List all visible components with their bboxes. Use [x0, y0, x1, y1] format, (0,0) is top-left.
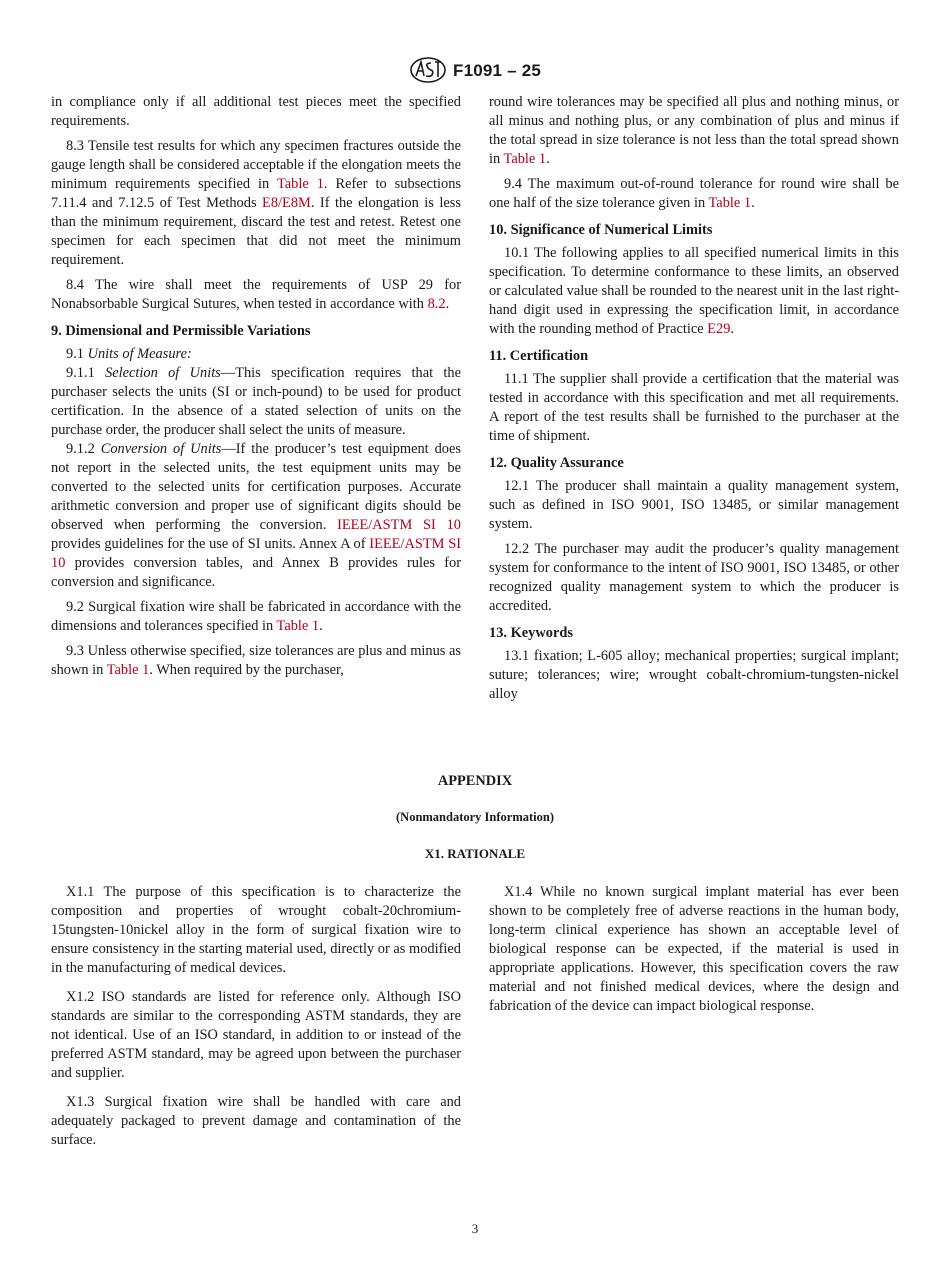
- page-number: 3: [471, 1221, 479, 1236]
- section-heading-9: 9. Dimensional and Permissible Variations: [51, 323, 311, 339]
- paragraph-9-4: 9.4 The maximum out-of-round tolerance for round wire shall be one half of the size tolerance given in Table 1.: [489, 176, 899, 211]
- paragraph-x1-3: X1.3 Surgical fixation wire shall be handled with care and adequately packaged to prevent damage and contamination of the surface.: [51, 1094, 461, 1148]
- link-ieee-astm-si-10[interactable]: IEEE/ASTM SI 10: [51, 536, 461, 571]
- appendix-subtitle: (Nonmandatory Information): [396, 810, 554, 824]
- right-column-appendix: [489, 883, 899, 1016]
- section-heading-13: 13. Keywords: [489, 625, 573, 641]
- paragraph-9-2: 9.2 Surgical fixation wire shall be fabricated in accordance with the dimensions and tolerances specified in Table 1.: [51, 599, 461, 634]
- paragraph-x1-1: X1.1 The purpose of this specification is to characterize the composition and properties of wrought cobalt-20chromium-15tungsten-10nickel alloy in the form of surgical fixation wire to ensure consistency in the starting material used, directly or as modified in the manufacturing of medical devices.: [51, 884, 461, 976]
- designation: F1091 – 25: [452, 60, 541, 80]
- paragraph-9-1: 9.1 Units of Measure:: [66, 346, 192, 362]
- link-table-1[interactable]: Table 1: [276, 618, 320, 634]
- link-table-1[interactable]: Table 1: [708, 195, 752, 211]
- paragraph-10-1: 10.1 The following applies to all specified numerical limits in this specification. To determine conformance to these limits, an observed or calculated value shall be rounded to the nearest unit in the last right-hand digit used in expressing the specification limit, in accordance with the rounding method of Practice E29.: [489, 245, 899, 337]
- paragraph-11-1: 11.1 The supplier shall provide a certification that the material was tested in accordance with this specification and met all requirements. A report of the test results shall be furnished to the purchaser at the time of shipment.: [489, 371, 899, 444]
- link-table-1[interactable]: Table 1: [503, 151, 547, 167]
- page-header: [0, 56, 950, 84]
- paragraph-12-2: 12.2 The purchaser may audit the producer’s quality management system for conformance to the intent of ISO 9001, ISO 13485, or other recognized quality management system to which the producer is accredited.: [489, 541, 899, 614]
- paragraph-8-3: 8.3 Tensile test results for which any specimen fractures outside the gauge length shall be considered acceptable if the elongation meets the minimum requirements specified in Table 1. Refer to subsections 7.11.4 and 7.12.5 of Test Methods E8/E8M. If the elongation is less than the minimum requirement, discard the test and retest. Retest one specimen for each specimen that did not meet the minimum requirement.: [51, 138, 461, 268]
- paragraph-8-4: 8.4 The wire shall meet the requirements of USP 29 for Nonabsorbable Surgical Sutures, when tested in accordance with 8.2.: [51, 277, 461, 312]
- paragraph-9-1-2: 9.1.2 Conversion of Units—If the producer’s test equipment does not report in the selected units, the test equipment units may be converted to the selected units for certification purposes. Accurate arithmetic conversion and proper use of significant digits should be observed when performing the conversion. IEEE/ASTM SI 10 provides guidelines for the use of SI units. Annex A of IEEE/ASTM SI 10 provides conversion tables, and Annex B provides rules for conversion and significance.: [51, 441, 461, 590]
- paragraph-x1-4: X1.4 While no known surgical implant material has ever been shown to be completely free of adverse reactions in the human body, long-term clinical experience has shown an acceptable level of biological response can be expected, if the material is used in appropriate applications. However, this specification covers the raw material and not finished medical devices, where the design and fabrication of the device can impact biological response.: [489, 884, 899, 1014]
- paragraph-9-1-1: 9.1.1 Selection of Units—This specification requires that the purchaser selects the units (SI or inch-pound) to be used for product certification. In the absence of a stated selection of units on the purchase order, the producer shall select the units of measure.: [51, 365, 461, 438]
- link-table-1[interactable]: Table 1: [106, 662, 150, 678]
- left-column-top: [51, 93, 461, 680]
- link-e29[interactable]: E29: [707, 321, 731, 337]
- paragraph-continued: in compliance only if all additional test pieces meet the specified requirements.: [51, 94, 461, 129]
- paragraph-x1-2: X1.2 ISO standards are listed for reference only. Although ISO standards are similar to the corresponding ASTM standards, they are not identical. Use of an ISO standard, in addition to or instead of the preferred ASTM standard, may be agreed upon between the purchaser and supplier.: [51, 989, 461, 1081]
- astm-logo-icon: [409, 56, 447, 84]
- section-heading-11: 11. Certification: [489, 348, 589, 364]
- paragraph-13-1: 13.1 fixation; L-605 alloy; mechanical properties; surgical implant; suture; tolerances; wire; wrought cobalt-chromium-tungsten-nickel alloy: [489, 648, 899, 702]
- appendix-title: APPENDIX: [437, 773, 513, 789]
- link-ieee-astm-si-10[interactable]: IEEE/ASTM SI 10: [337, 517, 461, 533]
- link-8-2[interactable]: 8.2: [427, 296, 446, 312]
- link-e8-e8m[interactable]: E8/E8M: [262, 195, 311, 211]
- right-column-top: [489, 93, 899, 704]
- paragraph-12-1: 12.1 The producer shall maintain a quality management system, such as defined in ISO 9001, ISO 13485, or similar management system.: [489, 478, 899, 532]
- paragraph-9-3: 9.3 Unless otherwise specified, size tolerances are plus and minus as shown in Table 1. When required by the purchaser,: [51, 643, 461, 678]
- left-column-appendix: [51, 883, 461, 1150]
- section-heading-10: 10. Significance of Numerical Limits: [489, 222, 713, 238]
- section-heading-12: 12. Quality Assurance: [489, 455, 624, 471]
- appendix-section-x1: X1. RATIONALE: [424, 846, 526, 861]
- paragraph-9-3-continued: round wire tolerances may be specified all plus and nothing minus, or all minus and nothing plus, or any combination of plus and minus if the total spread in size tolerance is not less than the total spread shown in Table 1.: [489, 94, 899, 167]
- link-table-1[interactable]: Table 1: [276, 176, 324, 192]
